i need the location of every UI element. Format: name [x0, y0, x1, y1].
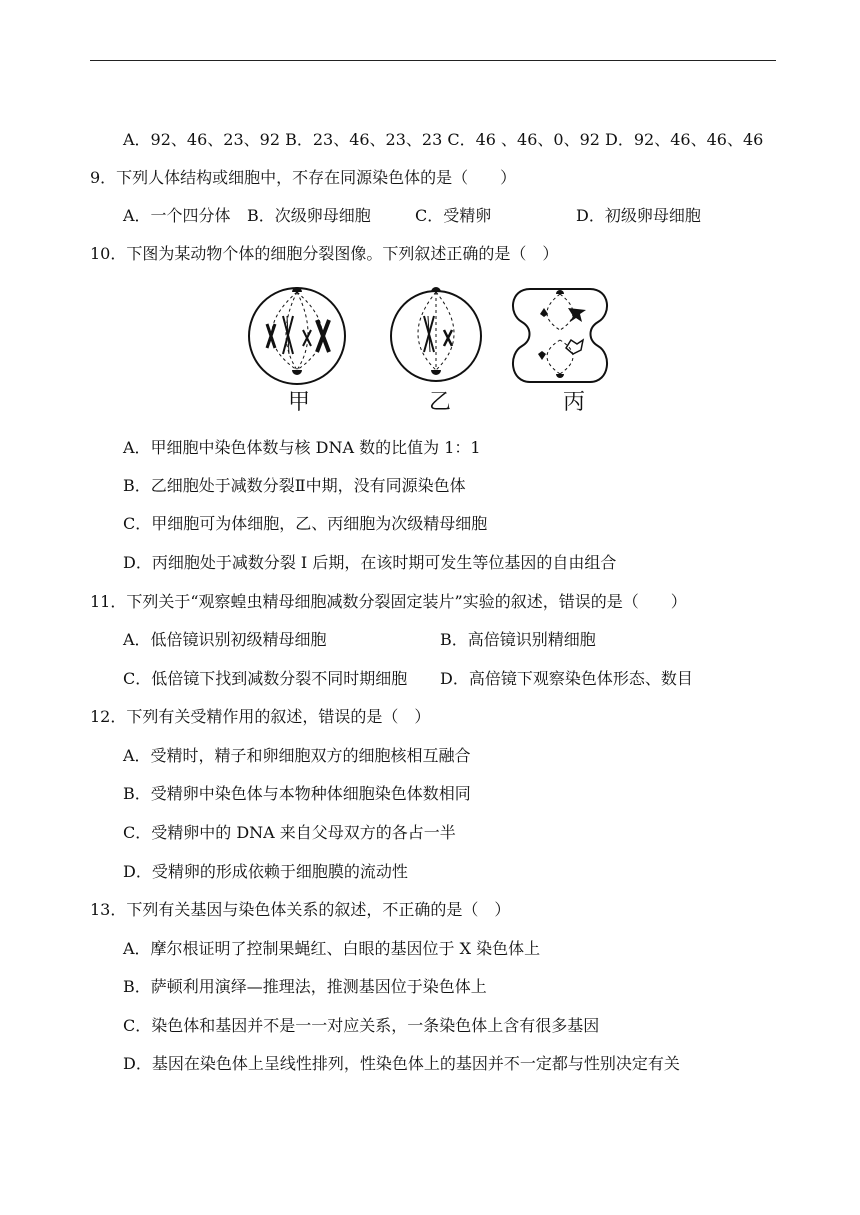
q8-options: A．92、46、23、92 B．23、46、23、23 C．46 、46、0、92 D．92、46、46、46	[123, 130, 764, 149]
q9-option-d: D．初级卵母细胞	[576, 206, 701, 225]
q10-option-b: B．乙细胞处于减数分裂Ⅱ中期，没有同源染色体	[123, 476, 466, 495]
q12-option-b: B．受精卵中染色体与本物种体细胞染色体数相同	[123, 784, 471, 803]
q11-stem: 11．下列关于“观察蝗虫精母细胞减数分裂固定装片”实验的叙述，错误的是（ ）	[90, 592, 687, 611]
q12-stem: 12．下列有关受精作用的叙述，错误的是（ ）	[90, 707, 431, 726]
q12-option-c: C．受精卵中的 DNA 来自父母双方的各占一半	[123, 823, 456, 842]
q10-option-c: C．甲细胞可为体细胞，乙、丙细胞为次级精母细胞	[123, 514, 488, 533]
q13-option-a: A．摩尔根证明了控制果蝇红、白眼的基因位于 X 染色体上	[123, 939, 541, 958]
q10-option-d: D．丙细胞处于减数分裂 I 后期，在该时期可发生等位基因的自由组合	[123, 553, 617, 572]
cell-jia	[249, 287, 345, 384]
q9-option-b: B．次级卵母细胞	[247, 206, 371, 225]
q12-option-d: D．受精卵的形成依赖于细胞膜的流动性	[123, 862, 408, 881]
q12-option-a: A．受精时，精子和卵细胞双方的细胞核相互融合	[123, 746, 471, 765]
cell-bing	[513, 289, 607, 382]
q9-option-c: C．受精卵	[415, 206, 492, 225]
q13-option-c: C．染色体和基因并不是一一对应关系，一条染色体上含有很多基因	[123, 1016, 600, 1035]
q11-option-d: D．高倍镜下观察染色体形态、数目	[440, 669, 693, 688]
cell-yi	[391, 287, 481, 381]
q10-stem: 10．下图为某动物个体的细胞分裂图像。下列叙述正确的是（ ）	[90, 244, 559, 263]
q10-option-a: A．甲细胞中染色体数与核 DNA 数的比值为 1：1	[123, 438, 481, 457]
q9-option-a: A．一个四分体	[123, 206, 231, 225]
q11-option-a: A．低倍镜识别初级精母细胞	[123, 630, 327, 649]
header-rule	[90, 60, 776, 61]
figure-label-yi: 乙	[429, 390, 452, 415]
q13-option-b: B．萨顿利用演绎—推理法，推测基因位于染色体上	[123, 977, 487, 996]
figure-label-bing: 丙	[563, 390, 586, 415]
q13-stem: 13．下列有关基因与染色体关系的叙述，不正确的是（ ）	[90, 900, 511, 919]
q11-option-b: B．高倍镜识别精细胞	[440, 630, 596, 649]
q13-option-d: D．基因在染色体上呈线性排列，性染色体上的基因并不一定都与性别决定有关	[123, 1054, 680, 1073]
figure-label-jia: 甲	[288, 390, 311, 415]
q11-option-c: C．低倍镜下找到减数分裂不同时期细胞	[123, 669, 408, 688]
q9-stem: 9．下列人体结构或细胞中，不存在同源染色体的是（ ）	[90, 168, 517, 187]
